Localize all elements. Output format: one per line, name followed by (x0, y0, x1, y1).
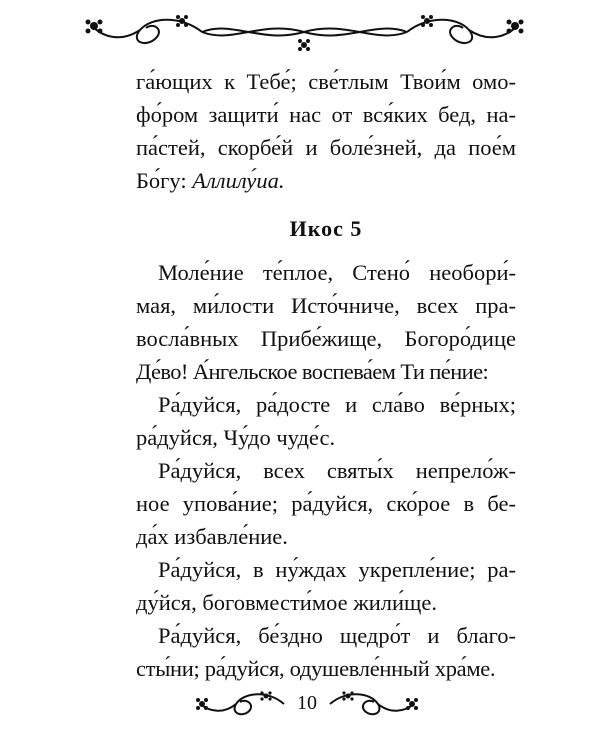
text-line (136, 167, 516, 195)
text-line: ду́йся, боговмести́мое жили́ще. (136, 590, 437, 615)
text-line: сты́ни; ра́дуйся, одушевле́нный хра́ме. (136, 656, 496, 681)
text-line: восла́вных Прибе́жище, Богоро́дице (136, 326, 516, 351)
text-line: Ра́дуйся, ра́досте и сла́во ве́рных; (158, 392, 516, 417)
text-fragment: Бо́гу: (136, 168, 193, 193)
text-line: па́стей, скорбе́й и боле́зней, да пое́м (136, 135, 516, 160)
text-line: Ра́дуйся, в ну́ждах укрепле́ние; ра- (158, 557, 516, 582)
text-line: Ра́дуйся, бе́здно щедро́т и благо- (158, 623, 516, 648)
text-line: ное упова́ние; ра́дуйся, ско́рое в бе- (136, 491, 516, 516)
text-line: ра́дуйся, Чу́до чуде́с. (136, 425, 336, 450)
text-line: фо́ром защити́ нас от вся́ких бед, на- (136, 102, 516, 127)
text-line: га́ющих к Тебе́; све́тлым Твои́м омо- (136, 69, 516, 94)
alleluia-italic: Аллилу́иа. (192, 168, 285, 193)
section-heading: Икос 5 (289, 216, 363, 241)
text-line: Ра́дуйся, всех святы́х непрело́ж- (158, 458, 516, 483)
text-line: да́х избавле́ние. (136, 524, 288, 549)
top-ornament (82, 12, 527, 52)
page-number: 10 (297, 692, 317, 714)
text-line: Моле́ние те́плое, Стено́ необори́- (158, 260, 516, 285)
text-line: мая, ми́лости Исто́чниче, всех пра- (136, 293, 516, 318)
text-line: Де́во! А́нгельское воспева́ем Ти пе́ние: (136, 359, 489, 384)
